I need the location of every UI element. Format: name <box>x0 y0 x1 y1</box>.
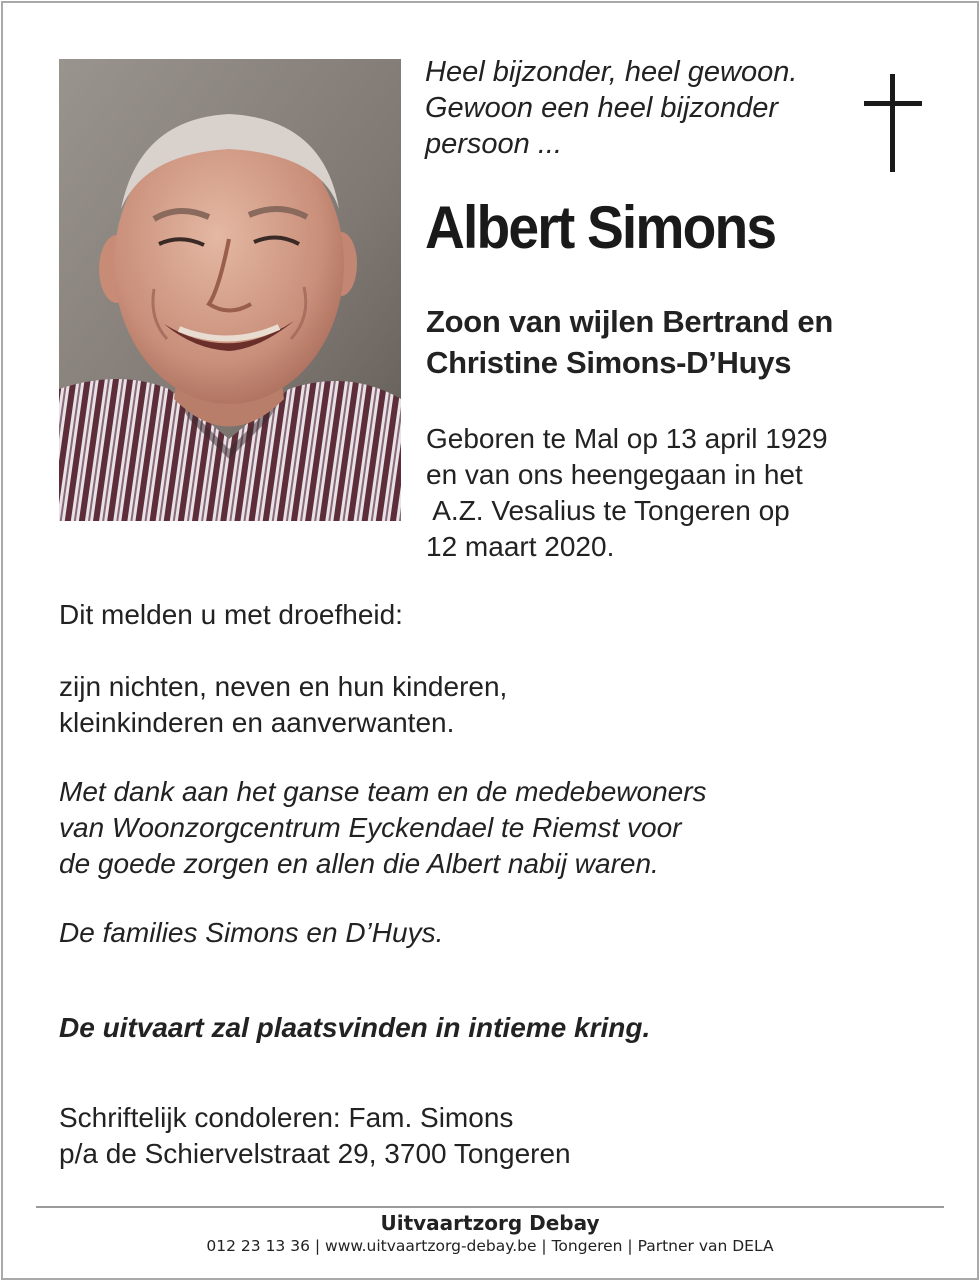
family-list <box>59 669 507 741</box>
parents-line: Christine Simons-D’Huys <box>426 345 792 380</box>
funeral-company-info: 012 23 13 36 | www.uitvaartzorg-debay.be | Tongeren | Partner van DELA <box>206 1237 774 1255</box>
condolence-address <box>59 1100 571 1172</box>
family-line: zijn nichten, neven en hun kinderen, <box>59 671 508 702</box>
thanks-line: Met dank aan het ganse team en de medebewoners <box>59 776 707 807</box>
family-line: kleinkinderen en aanverwanten. <box>59 707 455 738</box>
funeral-company-name: Uitvaartzorg Debay <box>380 1211 600 1235</box>
announce-line: Dit melden u met droefheid: <box>59 599 403 630</box>
ceremony-line: De uitvaart zal plaatsvinden in intieme kring. <box>59 1012 651 1043</box>
born-line: A.Z. Vesalius te Tongeren op <box>426 495 790 526</box>
families-line: De families Simons en D’Huys. <box>59 917 444 948</box>
motto-verse <box>425 54 845 162</box>
birth-death-text <box>426 421 828 565</box>
motto-line: Heel bijzonder, heel gewoon. <box>425 56 798 88</box>
thanks-text <box>59 774 707 882</box>
born-line: 12 maart 2020. <box>426 531 615 562</box>
ceremony-notice <box>59 1010 650 1046</box>
condolence-line: p/a de Schiervelstraat 29, 3700 Tongeren <box>59 1138 571 1169</box>
born-line: en van ons heengegaan in het <box>426 459 803 490</box>
deceased-name: Albert Simons <box>425 194 776 261</box>
motto-line: persoon ... <box>425 128 563 160</box>
thanks-line: de goede zorgen en allen die Albert nabij waren. <box>59 848 659 879</box>
cross-icon <box>864 74 922 172</box>
thanks-line: van Woonzorgcentrum Eyckendael te Riemst voor <box>59 812 682 843</box>
portrait-photo <box>59 59 401 521</box>
born-line: Geboren te Mal op 13 april 1929 <box>426 423 828 454</box>
condolence-line: Schriftelijk condoleren: Fam. Simons <box>59 1102 514 1133</box>
parents-line: Zoon van wijlen Bertrand en <box>426 304 834 339</box>
motto-line: Gewoon een heel bijzonder <box>425 92 779 124</box>
families-signature <box>59 915 443 951</box>
announcement <box>59 597 403 633</box>
footer-divider <box>36 1206 944 1208</box>
parents-text <box>426 301 833 383</box>
